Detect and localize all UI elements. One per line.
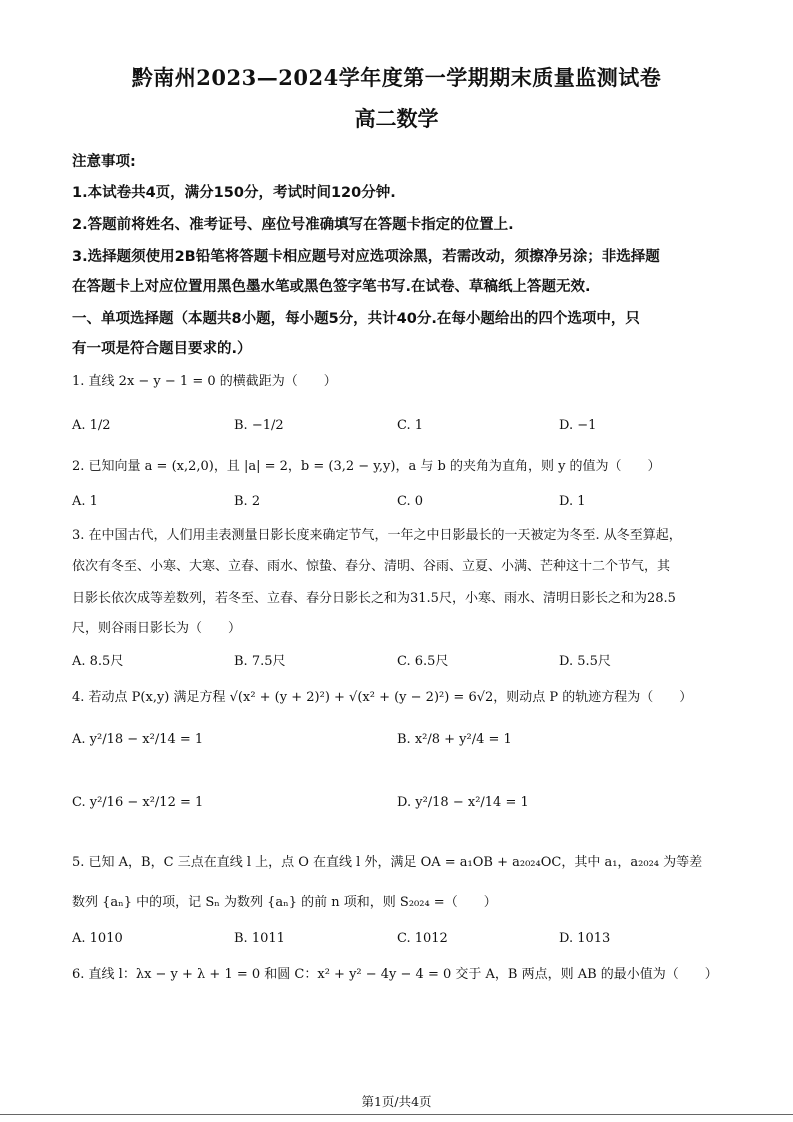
q4-option-d: D. y²/18 − x²/14 = 1 — [397, 795, 529, 810]
q5-option-b: B. 1011 — [234, 931, 285, 946]
footer-divider — [0, 1114, 793, 1115]
notice-heading: 注意事项: — [72, 154, 136, 170]
section1-line2: 有一项是符合题目要求的.） — [72, 341, 252, 357]
question-5-line-2: 数列 {aₙ} 中的项，记 Sₙ 为数列 {aₙ} 的前 n 项和，则 S₂₀₂₄ =（ ） — [72, 895, 497, 910]
question-2: 2. 已知向量 a = (x,2,0)，且 |a| = 2，b = (3,2 − y,y)，a 与 b 的夹角为直角，则 y 的值为（ ） — [72, 459, 661, 474]
notice-item-3: 3.选择题须使用2B铅笔将答题卡相应题号对应选项涂黑，若需改动，须擦净另涂；非选择题 — [72, 249, 660, 265]
exam-title: 黔南州2023—2024学年度第一学期期末质量监测试卷 — [131, 65, 662, 90]
exam-subtitle: 高二数学 — [354, 106, 439, 131]
question-3-line-1: 3. 在中国古代，人们用圭表测量日影长度来确定节气，一年之中日影最长的一天被定为冬至. 从冬至算起， — [72, 528, 682, 543]
q3-option-b: B. 7.5尺 — [234, 654, 286, 669]
q3-option-a: A. 8.5尺 — [72, 654, 124, 669]
q1-option-b: B. −1/2 — [234, 418, 284, 433]
q1-option-d: D. −1 — [559, 418, 597, 433]
notice-item-3-cont: 在答题卡上对应位置用黑色墨水笔或黑色签字笔书写.在试卷、草稿纸上答题无效. — [72, 279, 591, 295]
section1-line1: 一、单项选择题（本题共8小题，每小题5分，共计40分.在每小题给出的四个选项中，只 — [72, 311, 640, 327]
q2-option-d: D. 1 — [559, 494, 586, 509]
q5-option-d: D. 1013 — [559, 931, 611, 946]
q4-option-c: C. y²/16 − x²/12 = 1 — [72, 795, 204, 810]
q5-option-a: A. 1010 — [72, 931, 123, 946]
q2-option-b: B. 2 — [234, 494, 261, 509]
question-5-line-1: 5. 已知 A，B，C 三点在直线 l 上，点 O 在直线 l 外，满足 OA = a₁OB + a₂₀₂₄OC，其中 a₁，a₂₀₂₄ 为等差 — [72, 855, 703, 870]
question-3-line-3: 日影长依次成等差数列，若冬至、立春、春分日影长之和为31.5尺，小寒、雨水、清明日影长之和为28.5 — [72, 591, 676, 606]
question-6: 6. 直线 l：λx − y + λ + 1 = 0 和圆 C：x² + y² − 4y − 4 = 0 交于 A，B 两点，则 AB 的最小值为（ ） — [72, 967, 718, 982]
q1-option-a: A. 1/2 — [72, 418, 111, 433]
q3-option-c: C. 6.5尺 — [397, 654, 449, 669]
q5-option-c: C. 1012 — [397, 931, 448, 946]
question-3-line-4: 尺，则谷雨日影长为（ ） — [72, 621, 242, 636]
page-footer: 第1页/共4页 — [361, 1094, 432, 1109]
q2-option-a: A. 1 — [72, 494, 98, 509]
q4-option-a: A. y²/18 − x²/14 = 1 — [72, 732, 204, 747]
question-1: 1. 直线 2x − y − 1 = 0 的横截距为（ ） — [72, 374, 337, 389]
question-3-line-2: 依次有冬至、小寒、大寒、立春、雨水、惊蛰、春分、清明、谷雨、立夏、小满、芒种这十二个节气，其 — [72, 559, 671, 574]
q4-option-b: B. x²/8 + y²/4 = 1 — [397, 732, 512, 747]
notice-item-1: 1.本试卷共4页，满分150分，考试时间120分钟. — [72, 185, 396, 201]
q3-option-d: D. 5.5尺 — [559, 654, 611, 669]
notice-item-2: 2.答题前将姓名、准考证号、座位号准确填写在答题卡指定的位置上. — [72, 217, 514, 233]
q2-option-c: C. 0 — [397, 494, 424, 509]
question-4: 4. 若动点 P(x,y) 满足方程 √(x² + (y + 2)²) + √(x² + (y − 2)²) = 6√2，则动点 P 的轨迹方程为（ ） — [72, 690, 693, 705]
q1-option-c: C. 1 — [397, 418, 424, 433]
